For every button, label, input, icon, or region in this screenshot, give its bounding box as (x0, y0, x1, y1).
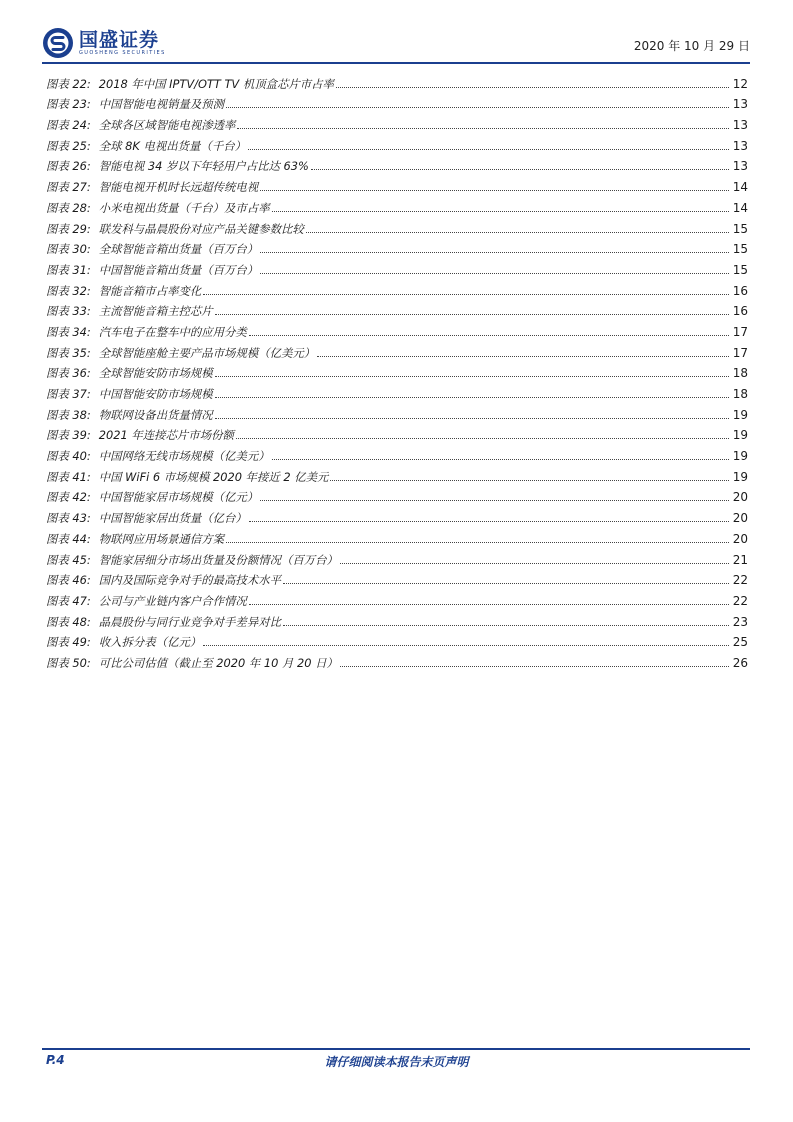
toc-entry[interactable] (46, 422, 748, 443)
toc-figure-title: 全球各区域智能电视渗透率 (98, 118, 236, 133)
logo-chinese-name: 国盛证券 (79, 28, 160, 51)
toc-figure-label: 图表 40: (46, 449, 91, 464)
logo-english-name: GUOSHENG SECURITIES (79, 49, 166, 56)
toc-entry[interactable] (46, 649, 748, 670)
toc-figure-label: 图表 43: (46, 511, 91, 526)
toc-figure-title: 智能音箱市占率变化 (98, 283, 202, 298)
toc-page-number: 25 (732, 635, 748, 650)
figure-index-list (46, 70, 748, 670)
toc-figure-title: 中国网络无线市场规模（亿美元） (98, 449, 270, 464)
toc-leader-dots (306, 231, 729, 233)
toc-figure-label: 图表 37: (46, 387, 91, 401)
toc-leader-dots (340, 665, 729, 667)
toc-figure-title: 汽车电子在整车中的应用分类 (98, 324, 247, 339)
toc-entry[interactable] (46, 401, 748, 422)
toc-figure-title: 全球智能音箱出货量（百万台） (98, 242, 259, 257)
toc-leader-dots (330, 479, 728, 481)
toc-figure-title: 中国智能安防市场规模 (98, 387, 213, 401)
company-logo (42, 26, 166, 60)
toc-entry[interactable] (46, 525, 748, 546)
toc-page-number: 15 (732, 221, 748, 236)
toc-figure-label: 图表 36: (46, 366, 91, 381)
toc-leader-dots (283, 624, 729, 626)
toc-figure-label: 图表 48: (46, 614, 91, 629)
toc-page-number: 13 (732, 118, 748, 133)
toc-leader-dots (249, 603, 729, 605)
toc-entry[interactable] (46, 194, 748, 215)
toc-figure-label: 图表 24: (46, 118, 91, 133)
toc-figure-title: 2021 年连接芯片市场份额 (98, 428, 234, 443)
toc-page-number: 19 (732, 407, 748, 422)
toc-figure-label: 图表 47: (46, 593, 91, 608)
toc-figure-title: 小米电视出货量（千台）及市占率 (98, 200, 270, 215)
toc-figure-title: 晶晨股份与同行业竞争对手差异对比 (98, 614, 281, 629)
toc-figure-label: 图表 27: (46, 180, 91, 195)
toc-entry[interactable] (46, 277, 748, 298)
toc-entry[interactable] (46, 360, 748, 381)
toc-entry[interactable] (46, 70, 748, 91)
toc-figure-label: 图表 39: (46, 428, 91, 443)
toc-figure-title: 中国智能电视销量及预测 (98, 97, 225, 112)
toc-leader-dots (272, 458, 729, 460)
toc-leader-dots (226, 541, 729, 543)
toc-figure-label: 图表 23: (46, 97, 91, 112)
toc-figure-title: 智能家居细分市场出货量及份额情况（百万台） (98, 552, 338, 567)
toc-figure-title: 公司与产业链内客户合作情况 (98, 593, 247, 608)
toc-leader-dots (260, 189, 729, 191)
toc-page-number: 19 (732, 428, 748, 443)
toc-leader-dots (336, 86, 729, 88)
toc-entry[interactable] (46, 256, 748, 277)
toc-figure-label: 图表 33: (46, 304, 91, 319)
toc-figure-label: 图表 22: (46, 76, 91, 91)
toc-page-number: 20 (732, 531, 748, 546)
toc-figure-title: 全球智能座舱主要产品市场规模（亿美元） (98, 345, 316, 360)
toc-page-number: 13 (732, 138, 748, 153)
toc-leader-dots (311, 168, 729, 170)
toc-entry[interactable] (46, 463, 748, 484)
toc-entry[interactable] (46, 298, 748, 319)
toc-leader-dots (203, 644, 728, 646)
toc-entry[interactable] (46, 318, 748, 339)
toc-figure-title: 主流智能音箱主控芯片 (98, 304, 213, 319)
toc-entry[interactable] (46, 132, 748, 153)
toc-page-number: 15 (732, 262, 748, 277)
toc-figure-label: 图表 46: (46, 573, 91, 588)
toc-figure-label: 图表 44: (46, 531, 91, 546)
toc-page-number: 20 (732, 490, 748, 505)
toc-leader-dots (248, 148, 729, 150)
toc-page-number: 17 (732, 324, 748, 339)
toc-figure-title: 联发科与晶晨股份对应产品关键参数比较 (98, 221, 304, 236)
toc-figure-label: 图表 38: (46, 407, 91, 422)
toc-figure-title: 全球智能安防市场规模 (98, 366, 213, 381)
toc-figure-label: 图表 35: (46, 345, 91, 360)
toc-entry[interactable] (46, 608, 748, 629)
page-number: P.4 (46, 1053, 65, 1067)
toc-entry[interactable] (46, 587, 748, 608)
toc-leader-dots (249, 334, 729, 336)
toc-entry[interactable] (46, 215, 748, 236)
toc-page-number: 22 (732, 573, 748, 588)
toc-page-number: 20 (732, 511, 748, 526)
toc-leader-dots (237, 127, 728, 129)
toc-page-number: 18 (732, 387, 748, 401)
toc-page-number: 13 (732, 97, 748, 112)
toc-entry[interactable] (46, 153, 748, 174)
toc-figure-label: 图表 49: (46, 635, 91, 650)
toc-leader-dots (236, 437, 729, 439)
toc-figure-title: 智能电视 34 岁以下年轻用户占比达 63% (98, 159, 309, 174)
toc-leader-dots (215, 417, 729, 419)
toc-figure-title: 物联网设备出货量情况 (98, 407, 213, 422)
footer-divider (42, 1048, 750, 1050)
toc-page-number: 18 (732, 366, 748, 381)
toc-page-number: 19 (732, 469, 748, 484)
toc-figure-title: 2018 年中国 IPTV/OTT TV 机顶盒芯片市占率 (98, 76, 334, 91)
toc-figure-title: 收入拆分表（亿元） (98, 635, 202, 650)
toc-page-number: 17 (732, 345, 748, 360)
toc-figure-label: 图表 31: (46, 262, 91, 277)
toc-figure-title: 中国智能音箱出货量（百万台） (98, 262, 259, 277)
toc-figure-title: 中国 WiFi 6 市场规模 2020 年接近 2 亿美元 (98, 469, 329, 484)
toc-entry[interactable] (46, 111, 748, 132)
toc-entry[interactable] (46, 504, 748, 525)
toc-page-number: 21 (732, 552, 748, 567)
toc-figure-label: 图表 26: (46, 159, 91, 174)
toc-figure-title: 智能电视开机时长远超传统电视 (98, 180, 259, 195)
toc-figure-title: 国内及国际竞争对手的最高技术水平 (98, 573, 281, 588)
toc-leader-dots (340, 562, 729, 564)
toc-leader-dots (272, 210, 729, 212)
toc-entry[interactable] (46, 339, 748, 360)
toc-figure-title: 物联网应用场景通信方案 (98, 531, 225, 546)
toc-figure-label: 图表 25: (46, 138, 91, 153)
toc-leader-dots (283, 582, 729, 584)
toc-page-number: 12 (732, 76, 748, 91)
toc-leader-dots (260, 272, 729, 274)
toc-page-number: 14 (732, 180, 748, 195)
toc-entry[interactable] (46, 236, 748, 257)
toc-leader-dots (260, 499, 729, 501)
toc-entry[interactable] (46, 442, 748, 463)
toc-figure-title: 中国智能家居出货量（亿台） (98, 511, 247, 526)
toc-page-number: 19 (732, 449, 748, 464)
report-date: 2020 年 10 月 29 日 (633, 39, 750, 53)
toc-figure-label: 图表 30: (46, 242, 91, 257)
toc-leader-dots (226, 106, 729, 108)
toc-page-number: 16 (732, 283, 748, 298)
toc-page-number: 14 (732, 200, 748, 215)
toc-figure-title: 可比公司估值（截止至 2020 年 10 月 20 日） (98, 655, 338, 670)
toc-entry[interactable] (46, 567, 748, 588)
toc-leader-dots (260, 251, 729, 253)
toc-figure-label: 图表 28: (46, 200, 91, 215)
toc-entry[interactable] (46, 484, 748, 505)
toc-figure-label: 图表 34: (46, 324, 91, 339)
logo-text (79, 30, 166, 57)
toc-page-number: 22 (732, 593, 748, 608)
toc-figure-label: 图表 41: (46, 469, 91, 484)
toc-figure-label: 图表 42: (46, 490, 91, 505)
toc-entry[interactable] (46, 91, 748, 112)
toc-leader-dots (249, 520, 729, 522)
toc-entry[interactable] (46, 173, 748, 194)
guosheng-logo-icon (42, 27, 74, 59)
toc-leader-dots (215, 375, 729, 377)
toc-figure-title: 中国智能家居市场规模（亿元） (98, 490, 259, 505)
toc-leader-dots (215, 313, 729, 315)
toc-entry[interactable] (46, 380, 748, 401)
toc-figure-label: 图表 50: (46, 655, 91, 670)
toc-entry[interactable] (46, 629, 748, 650)
toc-figure-label: 图表 45: (46, 552, 91, 567)
toc-page-number: 15 (732, 242, 748, 257)
toc-page-number: 23 (732, 614, 748, 629)
toc-page-number: 13 (732, 159, 748, 174)
toc-page-number: 26 (732, 655, 748, 670)
header-divider (42, 62, 750, 64)
toc-entry[interactable] (46, 546, 748, 567)
toc-leader-dots (317, 355, 729, 357)
toc-leader-dots (215, 396, 729, 398)
toc-page-number: 16 (732, 304, 748, 319)
toc-figure-label: 图表 29: (46, 221, 91, 236)
toc-figure-title: 全球 8K 电视出货量（千台） (98, 138, 246, 153)
page-header (42, 26, 750, 62)
disclaimer-notice: 请仔细阅读本报告末页声明 (324, 1055, 469, 1069)
toc-leader-dots (203, 293, 728, 295)
toc-figure-label: 图表 32: (46, 283, 91, 298)
